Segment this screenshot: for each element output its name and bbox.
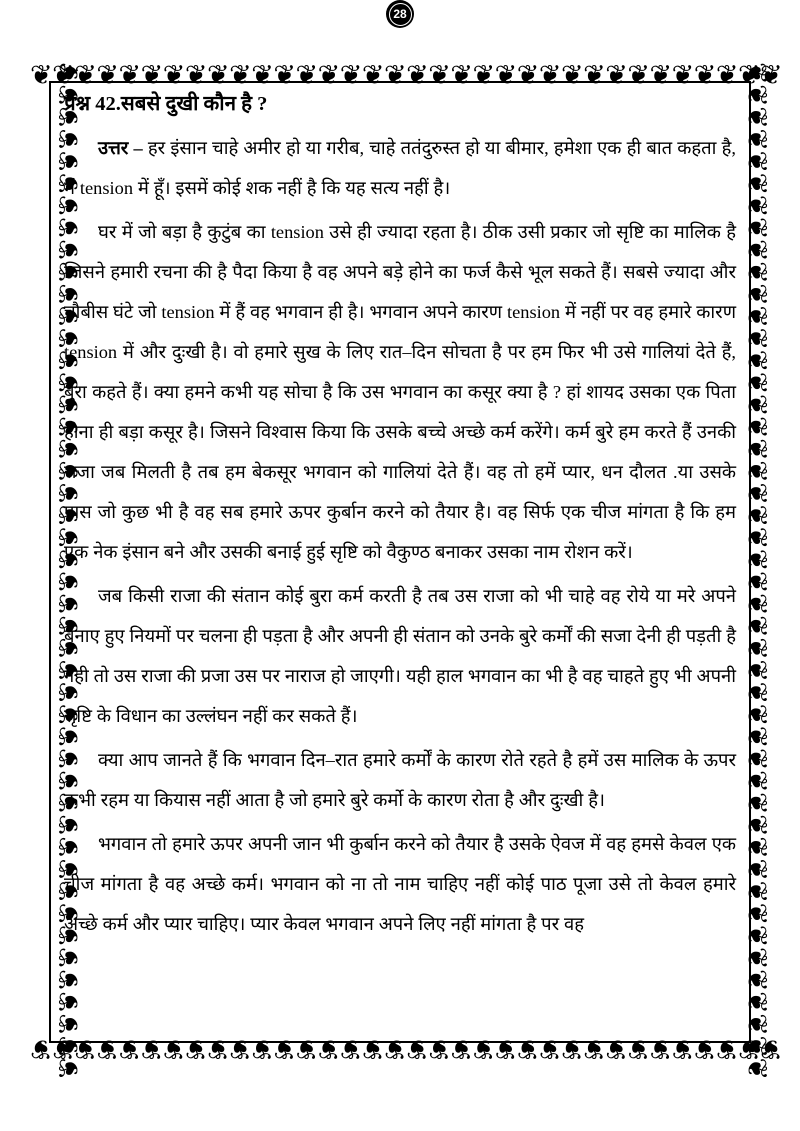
paragraph: भगवान तो हमारे ऊपर अपनी जान भी कुर्बान करने को तैयार है उसके ऐवज में वह हमसे केवल एक चीज मांगता है वह अच्छे कर्म। भगवान को ना तो नाम चाहिए नहीं कोई पाठ पूजा उसे तो केवल हमारे अच्छे कर्म और प्यार चाहिए। प्यार केवल भगवान अपने लिए नहीं मांगता है पर वह (64, 833, 736, 934)
body-text (64, 128, 736, 944)
ornament-row-bottom: ❦❦❦❦❦❦❦❦❦❦❦❦❦❦❦❦❦❦❦❦❦❦❦❦❦❦❦❦❦❦❦❦❦❦ (30, 1033, 783, 1064)
badge-circle (386, 0, 414, 28)
paragraph: क्या आप जानते हैं कि भगवान दिन–रात हमारे कर्मों के कारण रोते रहते है हमें उस मालिक के ऊपर कभी रहम या कियास नहीं आता है जो हमारे बुरे कर्मो के कारण रोता है और दुःखी है। (64, 749, 736, 810)
ornament-row-top: ❦❦❦❦❦❦❦❦❦❦❦❦❦❦❦❦❦❦❦❦❦❦❦❦❦❦❦❦❦❦❦❦❦❦ (30, 60, 783, 91)
ornament-row-left: ❦❦❦❦❦❦❦❦❦❦❦❦❦❦❦❦❦❦❦❦❦❦❦❦❦❦❦❦❦❦❦❦❦❦❦❦❦❦❦❦❦❦❦❦❦❦ (54, 62, 85, 1080)
paragraph: घर में जो बड़ा है कुटुंब का tension उसे ही ज्यादा रहता है। ठीक उसी प्रकार जो सृष्टि का मालिक है जिसने हमारी रचना की है पैदा किया है वह अपने बड़े होने का फर्ज कैसे भूल सकते हैं। सबसे ज्यादा और चौबीस घंटे जो tension में हैं वह भगवान ही है। भगवान अपने कारण tension में नहीं पर वह हमारे कारण tension में और दुःखी है। वो हमारे सुख के लिए रात–दिन सोचता है पर हम फिर भी उसे गालियां देते हैं, बुरा कहते हैं। क्या हमने कभी यह सोचा है कि उस भगवान का कसूर क्या है ? हां शायद उसका एक पिता होना ही बड़ा कसूर है। जिसने विश्वास किया कि उसके बच्चे अच्छे कर्म करेंगे। कर्म बुरे हम करते हैं उनकी सजा जब मिलती है तब हम बेकसूर भगवान को गालियां देते हैं। वह तो हमें प्यार, धन दौलत .या उसके पास जो कुछ भी है वह सब हमारे ऊपर कुर्बान करने को तैयार है। वह सिर्फ एक चीज मांगता है कि हम एक नेक इंसान बने और उसकी बनाई हुई सृष्टि को वैकुण्ठ बनाकर उसका नाम रोशन करें। (64, 221, 736, 562)
ornament-row-right: ❦❦❦❦❦❦❦❦❦❦❦❦❦❦❦❦❦❦❦❦❦❦❦❦❦❦❦❦❦❦❦❦❦❦❦❦❦❦❦❦❦❦❦❦❦❦ (741, 62, 772, 1080)
page-number: 28 (389, 3, 412, 26)
paragraph: जब किसी राजा की संतान कोई बुरा कर्म करती है तब उस राजा को भी चाहे वह रोये या मरे अपने बनाए हुए नियमों पर चलना ही पड़ता है और अपनी ही संतान को उनके बुरे कर्मों की सजा देनी ही पड़ती है नही तो उस राजा की प्रजा उस पर नाराज हो जाएगी। यही हाल भगवान का भी है वह चाहते हुए भी अपनी सृष्टि के विधान का उल्लंघन नहीं कर सकते हैं। (64, 585, 736, 726)
paragraph: उत्तर – हर इंसान चाहे अमीर हो या गरीब, चाहे ततंदुरुस्त हो या बीमार, हमेशा एक ही बात कहता है, मैं tension में हूँ। इसमें कोई शक नहीं है कि यह सत्य नहीं है। (64, 137, 736, 198)
page-content (62, 92, 738, 1032)
paragraph-lead: उत्तर – (98, 137, 143, 158)
page-title: प्रश्न 42.सबसे दुखी कौन है ? (64, 93, 268, 115)
ornamental-frame (30, 7, 783, 1080)
